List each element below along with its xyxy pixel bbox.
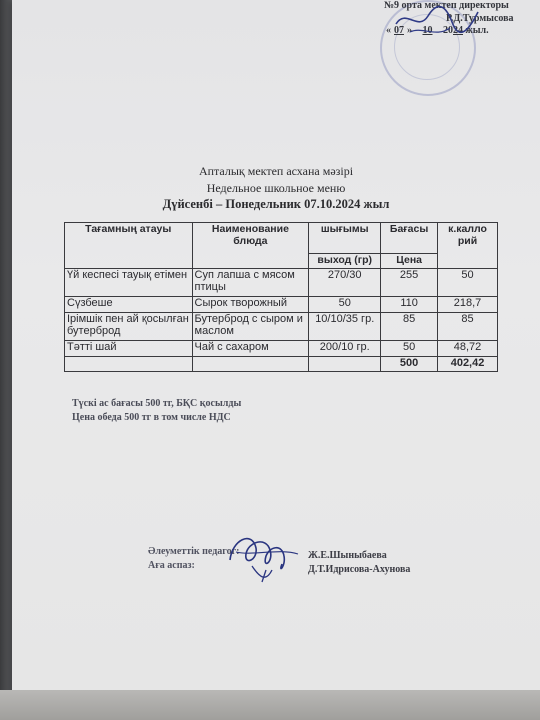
table-row [65,269,498,297]
handwritten-signature-icon [222,526,306,584]
date-close-quote: » [407,25,412,36]
dish-price: 85 [381,313,438,341]
dish-yield: 200/10 гр. [309,341,381,357]
header-kcal: к.калло рий [438,223,498,269]
menu-day-heading: Дүйсенбі – Понедельник 07.10.2024 жыл [162,197,390,211]
approval-line2: Р.Д.Турмысова [446,13,514,24]
table-row [65,313,498,341]
director-signature-icon [392,2,482,42]
menu-title-kz: Апталық мектеп асхана мәзірі [198,164,354,178]
dish-name-ru: Чай с сахаром [192,341,309,357]
dish-kcal: 50 [438,269,498,297]
dish-name-kz: Ірімшік пен ай қосылған бутерброд [65,313,193,341]
date-open-quote: « [386,25,391,36]
date-suffix: жыл. [465,25,489,36]
dish-yield: 270/30 [309,269,381,297]
signature-name-social-pedagogue: Ж.Е.Шыныбаева [308,550,387,561]
header-price-kz: Бағасы [381,223,438,254]
total-empty-cell [192,357,309,372]
dish-name-ru: Суп лапша с мясом птицы [192,269,309,297]
dish-kcal: 48,72 [438,341,498,357]
dish-price: 255 [381,269,438,297]
background-surface [0,690,540,720]
dish-name-kz: Сүзбеше [65,297,193,313]
dish-yield: 50 [309,297,381,313]
signature-role-social-pedagogue: Әлеуметтік педагог: [148,546,240,557]
date-year-prefix: 20 [443,25,453,36]
price-note-kz: Түскі ас бағасы 500 тг, БҚС қосылды [72,398,242,409]
header-name-ru: Наименование блюда [192,223,309,269]
total-price: 500 [381,357,438,372]
dish-name-kz: Тәтті шай [65,341,193,357]
header-yield-kz: шығымы [309,223,381,254]
approval-line1: №9 орта мектеп директоры [384,0,509,11]
menu-table [64,222,498,372]
table-header-row [65,223,498,254]
header-name-kz: Тағамның атауы [65,223,193,269]
dish-yield: 10/10/35 гр. [309,313,381,341]
dish-kcal: 85 [438,313,498,341]
header-yield-ru: выход (гр) [309,254,381,269]
date-year: 24 [453,25,463,36]
signature-name-head-cook: Д.Т.Идрисова-Ахунова [308,564,411,575]
table-total-row [65,357,498,372]
dish-price: 110 [381,297,438,313]
price-note-ru: Цена обеда 500 тг в том числе НДС [72,412,231,423]
total-empty-cell [65,357,193,372]
table-row [65,297,498,313]
signature-role-head-cook: Аға аспаз: [148,560,195,571]
total-kcal: 402,42 [438,357,498,372]
dish-name-ru: Сырок творожный [192,297,309,313]
date-month: 10 [422,25,433,36]
dish-name-kz: Үй кеспесі тауық етімен [65,269,193,297]
menu-title-ru: Недельное школьное меню [206,181,346,195]
dish-price: 50 [381,341,438,357]
total-empty-cell [309,357,381,372]
header-price-ru: Цена [381,254,438,269]
dish-kcal: 218,7 [438,297,498,313]
dish-name-ru: Бутерброд с сыром и маслом [192,313,309,341]
date-day: 07 [394,25,404,36]
table-row [65,341,498,357]
